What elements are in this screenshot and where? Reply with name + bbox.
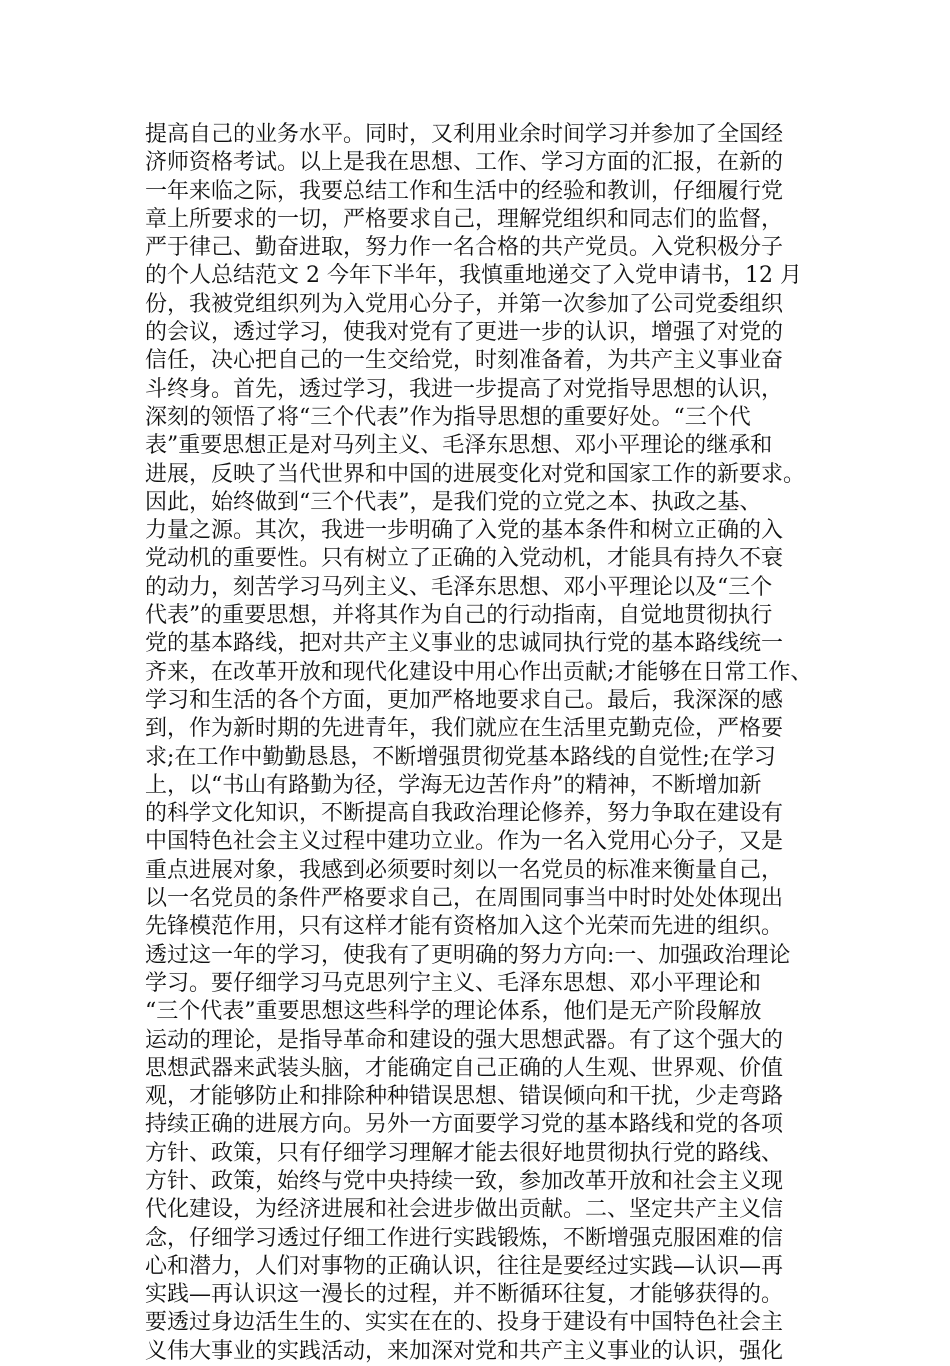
text-line: 学习和生活的各个方面，更加严格地要求自己。最后，我深深的感 bbox=[145, 687, 784, 713]
text-line: 思想武器来武装头脑，才能确定自己正确的人生观、世界观、价值 bbox=[145, 1055, 784, 1081]
text-line: 进展，反映了当代世界和中国的进展变化对党和国家工作的新要求。 bbox=[145, 461, 806, 487]
text-line: 方针、政策，只有仔细学习理解才能去很好地贯彻执行党的路线、 bbox=[145, 1140, 784, 1166]
text-line: 要透过身边活生生的、实实在在的、投身于建设有中国特色社会主 bbox=[145, 1310, 784, 1336]
text-line: 透过这一年的学习，使我有了更明确的努力方向:一、加强政治理论 bbox=[145, 942, 791, 968]
text-line: 求;在工作中勤勤恳恳，不断增强贯彻党基本路线的自觉性;在学习 bbox=[145, 744, 776, 770]
text-line: 章上所要求的一切，严格要求自己，理解党组织和同志们的监督， bbox=[145, 206, 784, 232]
text-line: 严于律己、勤奋进取，努力作一名合格的共产党员。入党积极分子 bbox=[145, 235, 784, 261]
text-line: 到，作为新时期的先进青年，我们就应在生活里克勤克俭，严格要 bbox=[145, 716, 784, 742]
text-line: “三个代表”重要思想这些科学的理论体系，他们是无产阶段解放 bbox=[145, 999, 762, 1025]
text-line: 心和潜力，人们对事物的正确认识，往往是要经过实践—认识—再 bbox=[145, 1253, 784, 1279]
text-line: 持续正确的进展方向。另外一方面要学习党的基本路线和党的各项 bbox=[145, 1112, 784, 1138]
text-line: 提高自己的业务水平。同时，又利用业余时间学习并参加了全国经 bbox=[145, 122, 784, 147]
text-line: 重点进展对象，我感到必须要时刻以一名党员的标准来衡量自己， bbox=[145, 857, 784, 883]
text-line: 学习。要仔细学习马克思列宁主义、毛泽东思想、邓小平理论和 bbox=[145, 970, 762, 996]
text-line: 代表”的重要思想，并将其作为自己的行动指南，自觉地贯彻执行 bbox=[145, 603, 773, 629]
text-line: 份，我被党组织列为入党用心分子，并第一次参加了公司党委组织 bbox=[145, 291, 784, 317]
text-line: 因此，始终做到“三个代表”，是我们党的立党之本、执政之基、 bbox=[145, 489, 762, 515]
text-line: 表”重要思想正是对马列主义、毛泽东思想、邓小平理论的继承和 bbox=[145, 433, 773, 459]
text-line: 斗终身。首先，透过学习，我进一步提高了对党指导思想的认识， bbox=[145, 376, 784, 402]
text-line: 的动力，刻苦学习马列主义、毛泽东思想、邓小平理论以及“三个 bbox=[145, 574, 773, 600]
text-line: 党动机的重要性。只有树立了正确的入党动机，才能具有持久不衰 bbox=[145, 546, 784, 572]
text-line: 济师资格考试。以上是我在思想、工作、学习方面的汇报，在新的 bbox=[145, 150, 784, 176]
text-line: 党的基本路线，把对共产主义事业的忠诚同执行党的基本路线统一 bbox=[145, 631, 784, 657]
text-line: 运动的理论，是指导革命和建设的强大思想武器。有了这个强大的 bbox=[145, 1027, 784, 1053]
text-line: 先锋模范作用，只有这样才能有资格加入这个光荣而先进的组织。 bbox=[145, 914, 784, 940]
text-line: 代化建设，为经济进展和社会进步做出贡献。二、坚定共产主义信 bbox=[145, 1197, 784, 1223]
text-line: 的个人总结范文 2 今年下半年，我慎重地递交了入党申请书，12 月 bbox=[145, 263, 802, 289]
text-line: 上，以“书山有路勤为径，学海无边苦作舟”的精神，不断增加新 bbox=[145, 772, 762, 798]
text-line: 的会议，透过学习，使我对党有了更进一步的认识，增强了对党的 bbox=[145, 320, 784, 346]
text-line: 齐来，在改革开放和现代化建设中用心作出贡献;才能够在日常工作、 bbox=[145, 659, 813, 685]
text-line: 以一名党员的条件严格要求自己，在周围同事当中时时处处体现出 bbox=[145, 886, 784, 912]
text-line: 信任，决心把自己的一生交给党，时刻准备着，为共产主义事业奋 bbox=[145, 348, 784, 374]
body-paragraph bbox=[145, 121, 817, 1366]
text-line: 方针、政策，始终与党中央持续一致，参加改革开放和社会主义现 bbox=[145, 1168, 784, 1194]
text-line: 的科学文化知识，不断提高自我政治理论修养，努力争取在建设有 bbox=[145, 801, 784, 827]
text-line: 实践—再认识这一漫长的过程，并不断循环往复，才能够获得的。 bbox=[145, 1282, 784, 1308]
text-line: 一年来临之际，我要总结工作和生活中的经验和教训，仔细履行党 bbox=[145, 178, 784, 204]
text-line: 念，仔细学习透过仔细工作进行实践锻炼，不断增强克服困难的信 bbox=[145, 1225, 784, 1251]
text-line: 力量之源。其次，我进一步明确了入党的基本条件和树立正确的入 bbox=[145, 518, 784, 544]
text-line: 观，才能够防止和排除种种错误思想、错误倾向和干扰，少走弯路 bbox=[145, 1084, 784, 1110]
text-line: 深刻的领悟了将“三个代表”作为指导思想的重要好处。“三个代 bbox=[145, 404, 751, 430]
text-line: 义伟大事业的实践活动，来加深对党和共产主义事业的认识，强化 bbox=[145, 1338, 784, 1364]
text-line: 中国特色社会主义过程中建功立业。作为一名入党用心分子，又是 bbox=[145, 829, 784, 855]
